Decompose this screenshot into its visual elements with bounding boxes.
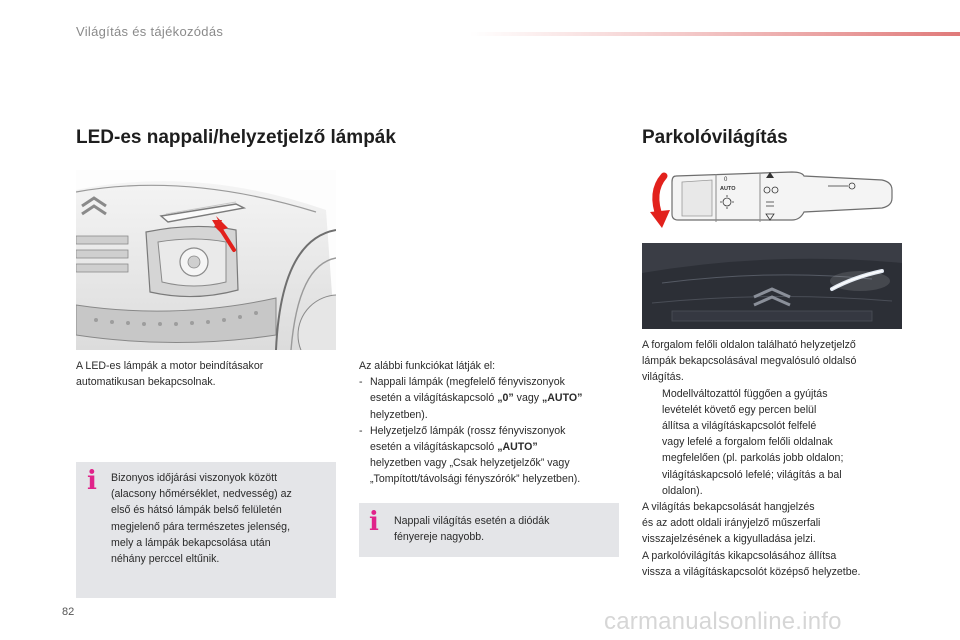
led-desc-line: automatikusan bekapcsolnak.	[76, 376, 216, 389]
park-section-title: Parkolóvilágítás	[642, 127, 788, 148]
info-text	[111, 470, 331, 567]
led-desc-line: A LED-es lámpák a motor beindításakor	[76, 360, 264, 372]
park-outro-line: és az adott oldali irányjelző műszerfali	[642, 517, 821, 530]
info-line: néhány perccel eltűnik.	[111, 553, 220, 566]
switch-position-auto: „AUTO”	[541, 392, 583, 405]
stalk-label-zero: 0	[724, 177, 728, 183]
park-outro-line: vissza a világításkapcsolót középső helyzetbe.	[642, 565, 861, 578]
info-icon: i	[87, 466, 97, 496]
page-number: 82	[62, 606, 75, 618]
function-item-text: esetén a világításkapcsoló	[370, 441, 498, 454]
function-item-day	[359, 374, 629, 390]
parking-light-night-photo	[642, 243, 902, 329]
park-bullet-line: világításkapcsoló lefelé; világítás a bal	[662, 468, 842, 481]
info-line: mely a lámpák bekapcsolása után	[111, 536, 271, 549]
watermark: carmanualsonline.info	[604, 608, 842, 635]
list-dash: -	[359, 424, 363, 437]
park-bullet-line	[642, 386, 912, 402]
info-box-led-brightness	[359, 503, 619, 557]
switch-position-auto: „AUTO”	[497, 441, 538, 454]
function-item-line: helyzetben vagy „Csak helyzetjelzők” vagy	[370, 457, 570, 470]
park-intro-line: világítás.	[642, 371, 684, 384]
header-rule	[470, 32, 960, 36]
park-outro-line: A világítás bekapcsolását hangjelzés	[642, 501, 815, 514]
function-item-text: vagy	[513, 392, 542, 405]
park-bullet-line: állítsa a világításkapcsolót felfelé	[662, 420, 817, 433]
info-line: megjelenő pára természetes jelenség,	[111, 520, 291, 533]
led-section-title: LED-es nappali/helyzetjelző lámpák	[76, 127, 396, 148]
info-text	[394, 513, 614, 545]
function-item-line: helyzetben).	[370, 408, 428, 421]
list-dash: -	[359, 376, 363, 389]
function-item-line	[359, 439, 629, 455]
info-line: Nappali világítás esetén a diódák	[394, 515, 550, 527]
info-box-condensation	[76, 462, 336, 598]
info-icon: i	[369, 507, 379, 537]
function-item-side	[359, 423, 629, 439]
park-intro-line: lámpák bekapcsolásával megvalósuló oldalsó	[642, 355, 857, 368]
park-bullet-line: levételét követő egy percen belül	[662, 403, 817, 416]
park-outro-line: A parkolóvilágítás kikapcsolásához állítsa	[642, 549, 837, 562]
function-item-text: esetén a világításkapcsoló	[370, 392, 498, 405]
info-line: (alacsony hőmérséklet, nedvesség) az	[111, 488, 292, 501]
function-item-line: Helyzetjelző lámpák (rossz fényviszonyok	[370, 424, 566, 437]
functions-block	[359, 358, 629, 488]
stalk-label-auto: AUTO	[720, 186, 736, 192]
functions-intro: Az alábbi funkciókat látják el:	[359, 360, 496, 372]
lighting-stalk-illustration	[642, 162, 902, 234]
park-bullet-line: vagy lefelé a forgalom felőli oldalnak	[662, 436, 833, 449]
park-outro-line: visszajelzésének a kigyulladása jelzi.	[642, 533, 816, 546]
park-bullet-line: oldalon).	[662, 484, 703, 497]
park-bullet-line: megfelelően (pl. parkolás jobb oldalon;	[662, 452, 844, 465]
park-bullet-text: Modellváltozattól függően a gyújtás	[662, 387, 828, 400]
switch-position-zero: „0”	[497, 392, 514, 405]
function-item-line: Nappali lámpák (megfelelő fényviszonyok	[370, 376, 565, 389]
led-headlight-illustration	[76, 170, 336, 350]
header-title: Világítás és tájékozódás	[76, 24, 224, 39]
parking-description	[642, 337, 912, 580]
park-intro-line: A forgalom felőli oldalon található helyzetjelző	[642, 339, 856, 351]
function-item-line: „Tompított/távolsági fényszórók” helyzetben).	[370, 473, 581, 486]
info-line: Bizonyos időjárási viszonyok között	[111, 472, 278, 484]
function-item-line	[359, 390, 629, 406]
info-line: első és hátsó lámpák belső felületén	[111, 504, 282, 517]
info-line: fényereje nagyobb.	[394, 531, 485, 544]
led-description	[76, 358, 326, 390]
